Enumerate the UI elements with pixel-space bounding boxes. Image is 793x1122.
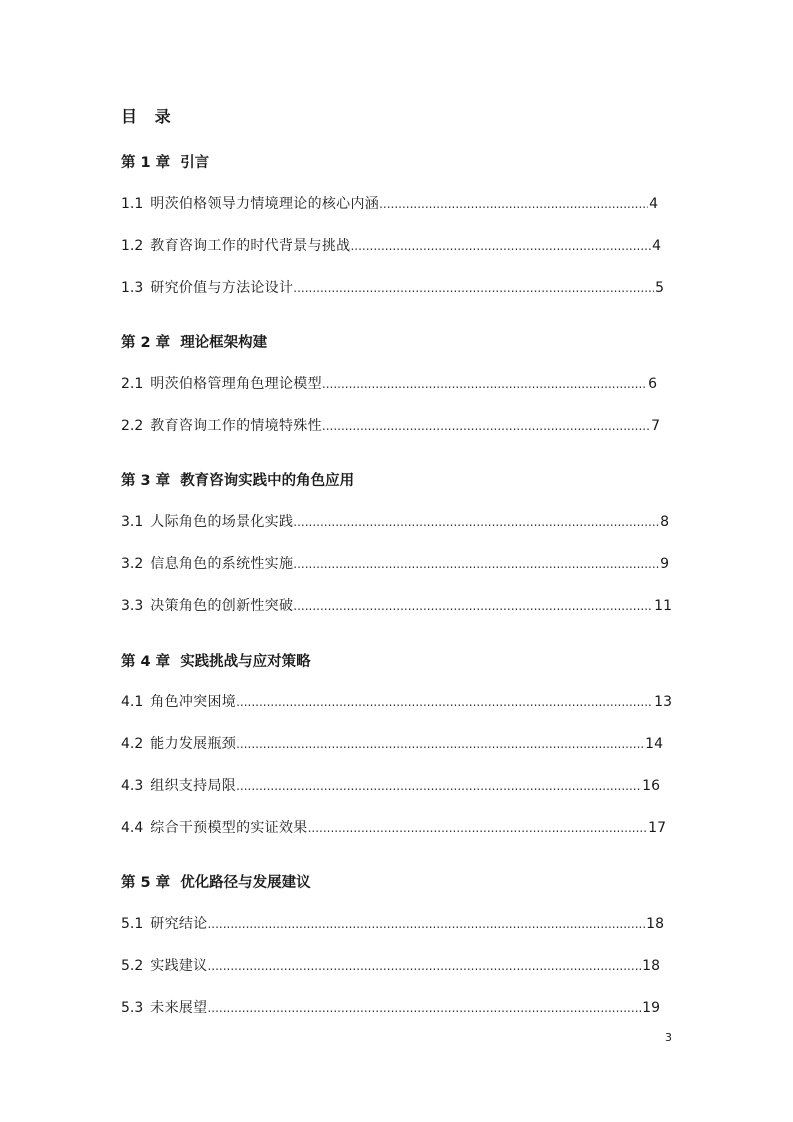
page-ref: 19 [642,1000,660,1016]
section-label: 实践建议 [150,958,208,974]
dot-leader [322,419,650,433]
toc-entry-4-4 [121,817,666,837]
section-number: 4.1 [121,694,144,710]
section-label: 综合干预模型的实证效果 [150,820,308,836]
section-label: 角色冲突困境 [150,694,237,710]
section-number: 1.1 [121,196,144,212]
page-ref: 13 [654,694,672,710]
dot-leader [236,695,653,709]
section-number: 5.1 [121,916,144,932]
section-number: 2.2 [121,418,144,434]
page-ref: 8 [660,514,669,530]
section-label: 研究结论 [150,916,208,932]
section-label: 未来展望 [150,1000,208,1016]
section-number: 5.3 [121,1000,144,1016]
section-number: 4.3 [121,778,144,794]
toc-entry-2-1 [121,373,657,393]
page-ref: 18 [646,916,664,932]
toc-entry-3-3 [121,595,672,615]
toc-entry-1-3 [121,277,664,297]
section-label: 决策角色的创新性突破 [150,598,294,614]
section-number: 3.1 [121,514,144,530]
toc-title: 目 录 [121,107,177,126]
page-ref: 5 [655,280,664,296]
section-label: 教育咨询工作的情境特殊性 [150,418,322,434]
chapter-1-heading [121,151,209,172]
chapter-title: 优化路径与发展建议 [180,875,311,891]
dot-leader [293,557,659,571]
chapter-title: 引言 [180,155,210,171]
section-label: 组织支持局限 [150,778,237,794]
chapter-2-heading [121,331,267,352]
toc-entry-3-2 [121,553,669,573]
section-number: 3.2 [121,556,144,572]
section-label: 明茨伯格管理角色理论模型 [150,376,322,392]
chapter-number: 第 1 章 [121,155,171,171]
chapter-title: 教育咨询实践中的角色应用 [180,473,355,489]
section-number: 1.3 [121,280,144,296]
dot-leader [293,599,653,613]
toc-entry-3-1 [121,511,669,531]
section-number: 3.3 [121,598,144,614]
toc-entry-1-2 [121,235,661,255]
page-ref: 7 [651,418,660,434]
section-label: 人际角色的场景化实践 [150,514,294,530]
chapter-number: 第 5 章 [121,875,171,891]
dot-leader [293,515,659,529]
dot-leader [236,737,644,751]
toc-entry-5-2 [121,955,660,975]
page-ref: 17 [648,820,666,836]
chapter-number: 第 3 章 [121,473,171,489]
section-number: 1.2 [121,238,144,254]
page-ref: 9 [660,556,669,572]
toc-entry-2-2 [121,415,660,435]
chapter-5-heading [121,871,311,892]
page-ref: 14 [645,736,663,752]
dot-leader [207,959,641,973]
dot-leader [207,1001,641,1015]
chapter-number: 第 2 章 [121,335,171,351]
chapter-3-heading [121,469,354,490]
toc-entry-4-2 [121,733,663,753]
toc-entry-5-3 [121,997,660,1017]
section-number: 4.2 [121,736,144,752]
chapter-title: 实践挑战与应对策略 [180,654,311,670]
dot-leader [236,779,641,793]
section-label: 明茨伯格领导力情境理论的核心内涵 [150,196,380,212]
chapter-title: 理论框架构建 [180,335,268,351]
dot-leader [207,917,645,931]
toc-entry-4-1 [121,691,672,711]
section-label: 信息角色的系统性实施 [150,556,294,572]
page-ref: 16 [642,778,660,794]
toc-entry-4-3 [121,775,660,795]
section-label: 能力发展瓶颈 [150,736,237,752]
page-number: 3 [665,1031,672,1044]
dot-leader [322,377,647,391]
chapter-4-heading [121,650,311,671]
page-ref: 18 [642,958,660,974]
section-number: 4.4 [121,820,144,836]
page-ref: 4 [652,238,661,254]
section-label: 研究价值与方法论设计 [150,280,294,296]
toc-entry-1-1 [121,193,658,213]
section-label: 教育咨询工作的时代背景与挑战 [150,238,351,254]
dot-leader [308,821,648,835]
dot-leader [379,197,648,211]
section-number: 5.2 [121,958,144,974]
section-number: 2.1 [121,376,144,392]
page-ref: 4 [649,196,658,212]
page-ref: 6 [648,376,657,392]
chapter-number: 第 4 章 [121,654,171,670]
page-ref: 11 [654,598,672,614]
dot-leader [293,281,654,295]
toc-entry-5-1 [121,913,664,933]
dot-leader [350,239,651,253]
